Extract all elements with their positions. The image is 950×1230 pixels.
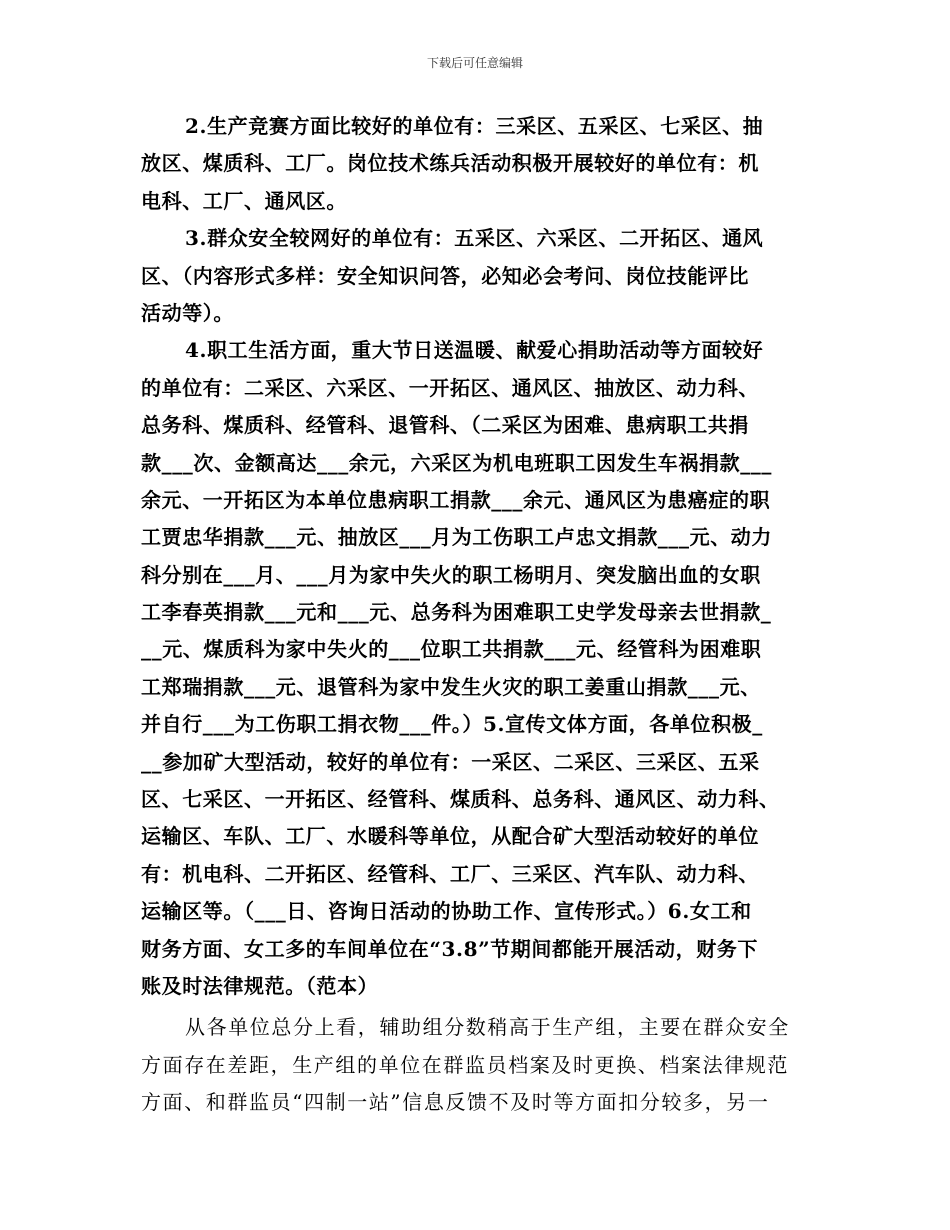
text-line: __参加矿大型活动，较好的单位有：一采区、二采区、三采区、五采 <box>141 749 760 774</box>
text-line: 科分别在___月、___月为家中失火的职工杨明月、突发脑出血的女职 <box>141 562 761 587</box>
text-line: __元、煤质科为家中失火的___位职工共捐款___元、经管科为困难职 <box>141 637 762 662</box>
text-line: 款___次、金额高达___余元，六采区为机电班职工因发生车祸捐款___ <box>141 450 772 475</box>
text-line: 余元、一开拓区为本单位患病职工捐款___余元、通风区为患癌症的职 <box>141 487 771 512</box>
text-line: 工李春英捐款___元和___元、总务科为困难职工史学发母亲去世捐款_ <box>141 600 772 625</box>
text-line: 账及时法律规范。（范本） <box>141 973 379 998</box>
text-line: 方面、和群监员“四制一站”信息反馈不及时等方面扣分较多，另一 <box>141 1090 770 1115</box>
text-line: 4.职工生活方面，重大节日送温暖、献爱心捐助活动等方面较好 <box>185 338 764 363</box>
text-line: 区、七采区、一开拓区、经管科、煤质科、总务科、通风区、动力科、 <box>141 787 780 812</box>
text-line: 区、（内容形式多样：安全知识问答，必知必会考问、岗位技能评比 <box>141 263 749 288</box>
text-line: 2.生产竞赛方面比较好的单位有：三采区、五采区、七采区、抽 <box>185 114 764 138</box>
document-body <box>141 108 821 1122</box>
text-line: 放区、煤质科、工厂。岗位技术练兵活动积极开展较好的单位有：机 <box>141 151 759 176</box>
text-line: 工贾忠华捐款___元、抽放区___月为工伤职工卢忠文捐款___元、动力 <box>141 525 772 550</box>
page-header: 下载后可任意编辑 <box>426 56 523 70</box>
text-line: 运输区等。（___日、咨询日活动的协助工作、宣传形式。）6.女工和 <box>141 899 752 924</box>
text-line: 总务科、煤质科、经管科、退管科、（二采区为困难、患病职工共捐 <box>141 413 749 438</box>
text-line: 从各单位总分上看，辅助组分数稍高于生产组，主要在群众安全 <box>185 1015 790 1040</box>
text-line: 运输区、车队、工厂、水暖科等单位，从配合矿大型活动较好的单位 <box>141 824 759 849</box>
text-line: 并自行___为工伤职工捐衣物___件。）5.宣传文体方面，各单位积极_ <box>141 712 763 737</box>
text-line: 的单位有：二采区、六采区、一开拓区、通风区、抽放区、动力科、 <box>141 375 759 400</box>
text-line: 财务方面、女工多的车间单位在“3.8”节期间都能开展活动，财务下 <box>141 936 759 961</box>
text-line: 工郑瑞捐款___元、退管科为家中发生火灾的职工姜重山捐款___元、 <box>141 674 761 699</box>
text-line: 活动等）。 <box>141 300 234 325</box>
text-line: 方面存在差距，生产组的单位在群监员档案及时更换、档案法律规范 <box>141 1052 789 1077</box>
text-line: 有：机电科、二开拓区、经管科、工厂、三采区、汽车队、动力科、 <box>141 861 759 886</box>
text-line: 电科、工厂、通风区。 <box>141 188 347 213</box>
text-line: 3.群众安全较网好的单位有：五采区、六采区、二开拓区、通风 <box>185 226 764 251</box>
